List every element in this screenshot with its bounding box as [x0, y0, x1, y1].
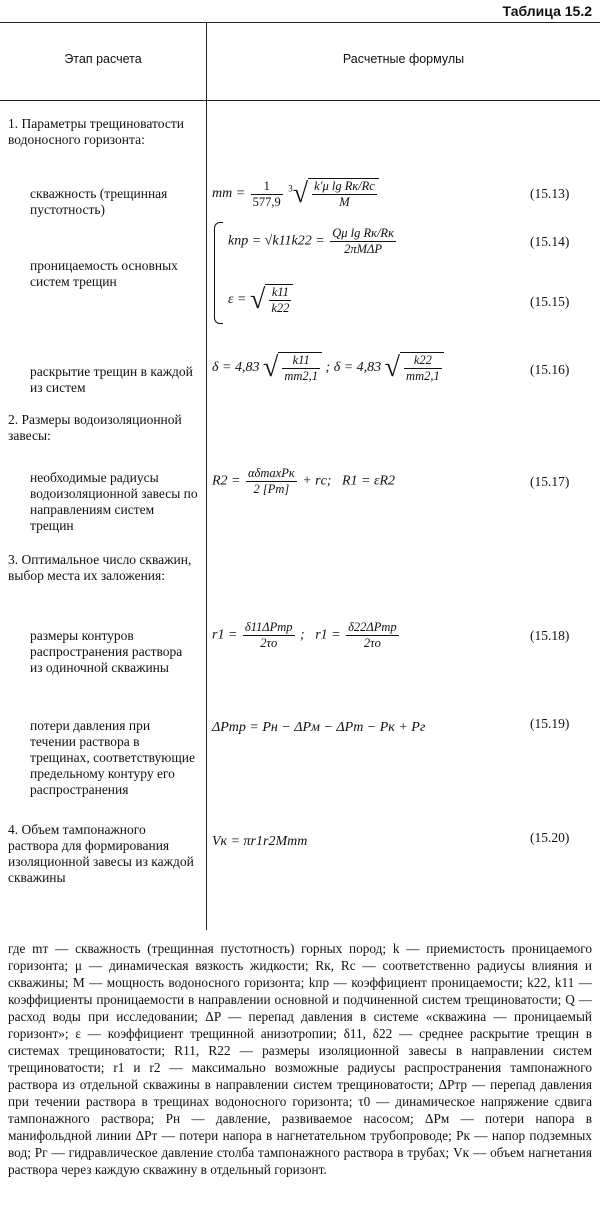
f15-den: k22 — [271, 301, 290, 315]
formula-15-14 — [228, 226, 398, 257]
f14-mid: √k11k22 = — [264, 233, 325, 249]
f17-den: 2 [Pm] — [253, 482, 290, 496]
f16-lhs1: δ = 4,83 — [212, 360, 260, 376]
f17-tail: + rс; — [302, 473, 332, 489]
table-top-rule — [0, 22, 600, 23]
formula-15-15: ε = √ $\frac{k11}{k22}$ — [228, 284, 293, 316]
f16-lhs2: δ = 4,83 — [333, 360, 382, 376]
f14-lhs: kпр = — [228, 233, 262, 249]
f16-den2: mт2,1 — [406, 369, 440, 383]
f15-lhs: ε = — [228, 292, 247, 308]
f13-lhs: mт = — [212, 186, 246, 202]
stage-1-permeability: проницаемость основных систем трещин — [30, 258, 178, 289]
f14-num: Qμ lg Rк/Rк — [332, 226, 394, 240]
f18-den2: 2τо — [363, 636, 381, 650]
f18-lhs1: r1 = — [212, 627, 238, 643]
f13-den: 577,9 — [252, 194, 281, 209]
eqno-15-15: (15.15) — [530, 294, 570, 309]
f13-rden: M — [339, 195, 350, 209]
header-formulas: Расчетные формулы — [342, 52, 465, 66]
formula-15-13: mт = $\frac{1}{577,9}$ $^3$√ $\frac{\text{k′μ lg Rк/Rс}}{M}$ — [212, 178, 379, 210]
f16-num1: k11 — [282, 353, 320, 369]
f13-root-index: 3 — [288, 183, 293, 194]
f18-num2: δ22ΔPтр — [348, 620, 397, 634]
formula-15-18 — [212, 620, 401, 651]
eqno-15-19: (15.19) — [530, 716, 570, 731]
stage-3: 3. Оптимальное число скважин, выбор места их заложения: — [8, 552, 192, 583]
notation-legend: где mт — скважность (трещинная пустотность) горных пород; k — приемистость проницаемого горизонта; μ — динамическая вязкость жидкости; Rк, Rс — соответственно радиусы влияния и скважины; M — мощность водоносного горизонта; kпр — коэффициент проницаемости; k22, k11 — коэффициенты проницаемости в направлении основной и подчиненной систем трещиноватости; Q — расход воды при исследовании; ΔP — перепад давления в системе «скважина — проницаемый горизонт»; ε — коэффициент трещинной анизотропии; δ11, δ22 — среднее раскрытие трещин в системах трещиноватости; R11, R22 — размеры изоляционной завесы в направлении систем трещиноватости; r1 и r2 — максимально возможные радиусы распространения тампонажного раствора из отдельной скважины в направлении систем трещиноватости; ΔPтр — перепад давления при течении раствора в трещинах водоносного горизонта; τ0 — динамическое напряжение сдвига тампонажного раствора; Pн — давление, развиваемое насосом; ΔPм — потери напора в манифольдной линии ΔPт — потери напора в нагнетательном трубопроводе; Pк — напор подземных вод; Pг — гидравлическое давление столба тампонажного раствора в трубах; Vк — объем нагнетания раствора через каждую скважину в отдельный горизонт. — [8, 941, 592, 1177]
f18-sep: ; — [300, 627, 305, 643]
eqno-15-13: (15.13) — [530, 186, 570, 201]
table-caption: Таблица 15.2 — [502, 3, 592, 19]
formula-15-16: δ = 4,83 √ $\frac{k11}{mт2,1}$ ; δ = 4,83 √ $\frac{k22}{mт2,1}$ — [212, 352, 444, 384]
stage-2: 2. Размеры водоизоляционной завесы: — [8, 412, 182, 443]
stage-1: 1. Параметры трещиноватости водоносного горизонта: — [8, 116, 184, 147]
formula-15-19: ΔPтр = Pн − ΔPм − ΔPт − Pк + Pг — [212, 720, 426, 735]
eqno-15-14: (15.14) — [530, 234, 570, 249]
eqno-15-16: (15.16) — [530, 362, 570, 377]
formula-15-20: Vк = πr1r2Mmт — [212, 834, 308, 849]
eqno-15-17: (15.17) — [530, 474, 570, 489]
stage-1-aperture: раскрытие трещин в каждой из систем — [30, 364, 193, 395]
eqno-15-20: (15.20) — [530, 830, 570, 845]
f18-num1: δ11ΔPтр — [244, 620, 293, 634]
column-divider — [206, 22, 207, 930]
stage-3-contours: размеры контуров распространения раствора из одиночной скважины — [30, 628, 183, 675]
stage-3-pressure-loss: потери давления при течении раствора в трещинах, соответствующие предельному контуру его распространения — [30, 718, 195, 797]
eqno-15-18: (15.18) — [530, 628, 570, 643]
formula-15-17 — [212, 466, 395, 497]
f17-num: αδmaxPк — [248, 466, 295, 480]
header-stage: Этап расчета — [64, 52, 142, 66]
table-header-rule — [0, 100, 600, 101]
f15-num: k11 — [269, 285, 291, 301]
f14-den: 2πMΔP — [344, 242, 383, 256]
stage-2-radii: необходимые радиусы водоизоляционной завесы по направлениям систем трещин — [30, 470, 198, 533]
f13-num: 1 — [251, 179, 283, 195]
system-brace — [214, 222, 223, 324]
f17-rhs: R1 = εR2 — [341, 473, 396, 489]
f13-rnum: k′μ lg Rк/Rс — [314, 179, 375, 193]
f16-den1: mт2,1 — [284, 369, 319, 383]
f17-lhs: R2 = — [212, 473, 241, 489]
f18-lhs2: r1 = — [315, 627, 341, 643]
stage-4: 4. Объем тампонажного раствора для формирования изоляционной завесы из каждой скважины — [8, 822, 194, 885]
f16-sep: ; — [325, 360, 331, 376]
stage-1-porosity: скважность (трещинная пустотность) — [30, 186, 168, 217]
f18-den1: 2τо — [260, 636, 278, 650]
f16-num2: k22 — [404, 353, 442, 369]
